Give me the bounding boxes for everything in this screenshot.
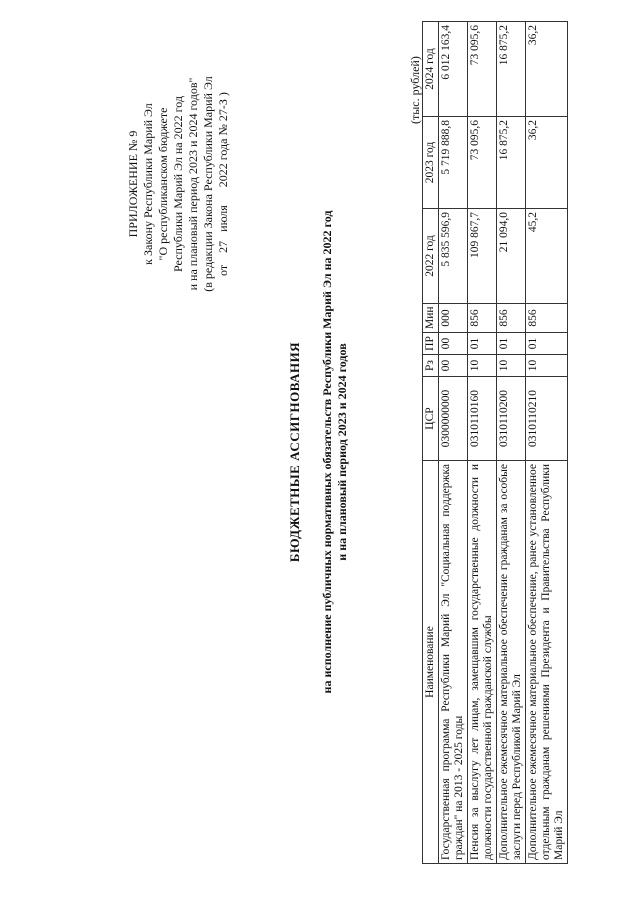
document-subtitle-line-2: и на плановый период 2023 и 2024 годов bbox=[335, 343, 349, 561]
row-rz: 10 bbox=[497, 355, 526, 377]
header-2022: 2022 год bbox=[423, 209, 439, 304]
row-2022: 21 094,0 bbox=[497, 209, 526, 304]
row-min: 000 bbox=[439, 304, 468, 333]
row-2023: 5 719 888,8 bbox=[439, 117, 468, 209]
table-row bbox=[497, 22, 526, 864]
appendix-line: и на плановый период 2023 и 2024 годов" bbox=[186, 77, 200, 291]
row-2023: 16 875,2 bbox=[497, 117, 526, 209]
date-day: 27 bbox=[216, 240, 230, 253]
row-rz: 10 bbox=[468, 355, 497, 377]
row-2024: 16 875,2 bbox=[497, 22, 526, 117]
row-csr: 0310110210 bbox=[526, 377, 568, 461]
header-2024: 2024 год bbox=[423, 22, 439, 117]
row-2023: 73 095,6 bbox=[468, 117, 497, 209]
header-csr: ЦСР bbox=[423, 377, 439, 461]
table-row bbox=[468, 22, 497, 864]
table-row bbox=[439, 22, 468, 864]
row-name: Дополнительное ежемесячное материальное обеспечение, ранее установленное отдельным гражданам решениями Президента и Правительства Республики Марий Эл bbox=[526, 461, 568, 864]
row-csr: 0310110160 bbox=[468, 377, 497, 461]
row-name: Пенсия за выслугу лет лицам, замещавшим государственные должности и должности государственной гражданской службы bbox=[468, 461, 497, 864]
row-rz: 00 bbox=[439, 355, 468, 377]
units-label: (тыс. рублей) bbox=[408, 56, 422, 124]
row-2024: 36,2 bbox=[526, 22, 568, 117]
date-month: июля bbox=[216, 205, 230, 232]
header-min: Мин bbox=[423, 304, 439, 333]
date-rest: 2022 года № 27-З ) bbox=[216, 92, 230, 188]
row-pr: 00 bbox=[439, 333, 468, 355]
title-block bbox=[286, 40, 350, 864]
header-rz: Рз bbox=[423, 355, 439, 377]
document-subtitle-line-1: на исполнение публичных нормативных обязательств Республики Марий Эл на 2022 год bbox=[320, 210, 334, 694]
table-header-row bbox=[423, 22, 439, 864]
appendix-header bbox=[126, 24, 231, 344]
appendix-date-row bbox=[216, 24, 231, 344]
row-min: 856 bbox=[526, 304, 568, 333]
row-csr: 0310110200 bbox=[497, 377, 526, 461]
row-2022: 45,2 bbox=[526, 209, 568, 304]
row-2024: 73 095,6 bbox=[468, 22, 497, 117]
appendix-line: "О республиканском бюджете bbox=[156, 107, 170, 261]
table-row bbox=[526, 22, 568, 864]
row-name: Государственная программа Республики Марий Эл "Социальная поддержка граждан" на 2013 - 2025 годы bbox=[439, 461, 468, 864]
row-csr: 0300000000 bbox=[439, 377, 468, 461]
row-pr: 01 bbox=[526, 333, 568, 355]
row-pr: 01 bbox=[468, 333, 497, 355]
row-pr: 01 bbox=[497, 333, 526, 355]
appendix-line: ПРИЛОЖЕНИЕ № 9 bbox=[126, 130, 140, 238]
row-2024: 6 012 163,4 bbox=[439, 22, 468, 117]
document-title: БЮДЖЕТНЫЕ АССИГНОВАНИЯ bbox=[287, 341, 302, 563]
appendix-line: (в редакции Закона Республики Марий Эл bbox=[201, 76, 215, 292]
row-2023: 36,2 bbox=[526, 117, 568, 209]
row-2022: 109 867,7 bbox=[468, 209, 497, 304]
row-name: Дополнительное ежемесячное материальное обеспечение гражданам за особые заслуги перед Республикой Марий Эл bbox=[497, 461, 526, 864]
date-prefix: от bbox=[216, 264, 230, 276]
header-name: Наименование bbox=[423, 461, 439, 864]
row-2022: 5 835 596,9 bbox=[439, 209, 468, 304]
appropriations-table bbox=[422, 21, 568, 864]
row-min: 856 bbox=[497, 304, 526, 333]
header-2023: 2023 год bbox=[423, 117, 439, 209]
row-rz: 10 bbox=[526, 355, 568, 377]
header-pr: ПР bbox=[423, 333, 439, 355]
appendix-line: Республики Марий Эл на 2022 год bbox=[171, 96, 185, 272]
appendix-line: к Закону Республики Марий Эл bbox=[141, 103, 155, 265]
row-min: 856 bbox=[468, 304, 497, 333]
